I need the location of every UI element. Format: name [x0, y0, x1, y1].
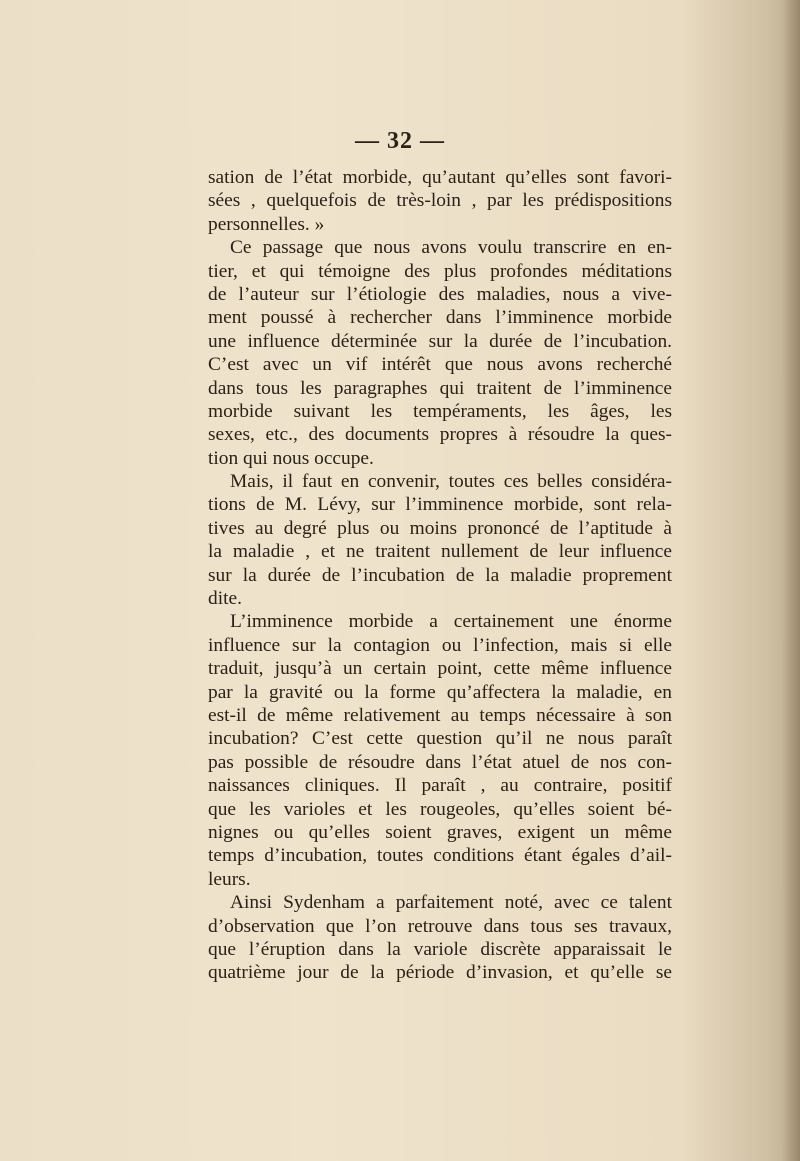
text-line: tions de M. Lévy, sur l’imminence morbide, sont rela- — [208, 494, 672, 516]
text-line: tier, et qui témoigne des plus profondes méditations — [208, 260, 672, 282]
text-line: Ce passage que nous avons voulu transcrire en en- — [230, 237, 672, 259]
text-line: sées , quelquefois de très-loin , par les prédispositions — [208, 190, 672, 212]
text-line: Mais, il faut en convenir, toutes ces belles considéra- — [230, 471, 672, 493]
text-line: par la gravité ou la forme qu’affectera la maladie, en — [208, 681, 672, 703]
text-line: que les varioles et les rougeoles, qu’elles soient bé- — [208, 798, 672, 820]
text-line: temps d’incubation, toutes conditions étant égales d’ail- — [208, 845, 672, 867]
text-line: dite. — [208, 588, 242, 610]
text-line: sation de l’état morbide, qu’autant qu’elles sont favori- — [208, 167, 672, 188]
text-line: sexes, etc., des documents propres à résoudre la ques- — [208, 424, 672, 446]
text-line: dans tous les paragraphes qui traitent de l’imminence — [208, 377, 672, 399]
text-line: tion qui nous occupe. — [208, 447, 374, 469]
text-line: influence sur la contagion ou l’infection, mais si elle — [208, 634, 672, 656]
text-line: traduit, jusqu’à un certain point, cette même influence — [208, 658, 672, 680]
text-line: L’imminence morbide a certainement une énorme — [230, 611, 672, 633]
text-line: que l’éruption dans la variole discrète apparaissait le — [208, 938, 672, 960]
page-edge-shadow — [782, 0, 800, 1161]
text-line: personnelles. » — [208, 213, 325, 235]
text-line: quatrième jour de la période d’invasion, et qu’elle se — [208, 962, 672, 984]
text-line: d’observation que l’on retrouve dans tous ses travaux, — [208, 915, 672, 937]
text-line: C’est avec un vif intérêt que nous avons recherché — [208, 354, 672, 376]
text-line: incubation? C’est cette question qu’il ne nous paraît — [208, 728, 672, 750]
text-line: est-il de même relativement au temps nécessaire à son — [208, 704, 672, 726]
text-line: naissances cliniques. Il paraît , au contraire, positif — [208, 775, 672, 797]
text-line: Ainsi Sydenham a parfaitement noté, avec ce talent — [230, 892, 672, 914]
text-line: la maladie , et ne traitent nullement de leur influence — [208, 541, 672, 563]
text-line: de l’auteur sur l’étiologie des maladies, nous a vive- — [208, 283, 672, 305]
text-line: nignes ou qu’elles soient graves, exigent un même — [208, 821, 672, 843]
body-text — [208, 166, 672, 985]
text-line: une influence déterminée sur la durée de l’incubation. — [208, 330, 672, 352]
text-line: tives au degré plus ou moins prononcé de l’aptitude à — [208, 517, 672, 539]
text-line: ment poussé à rechercher dans l’imminence morbide — [208, 307, 672, 329]
text-line: sur la durée de l’incubation de la maladie proprement — [208, 564, 672, 586]
page-number: — 32 — — [355, 128, 445, 154]
text-line: morbide suivant les tempéraments, les âges, les — [208, 400, 672, 422]
text-line: pas possible de résoudre dans l’état atuel de nos con- — [208, 751, 672, 773]
text-line: leurs. — [208, 868, 251, 890]
